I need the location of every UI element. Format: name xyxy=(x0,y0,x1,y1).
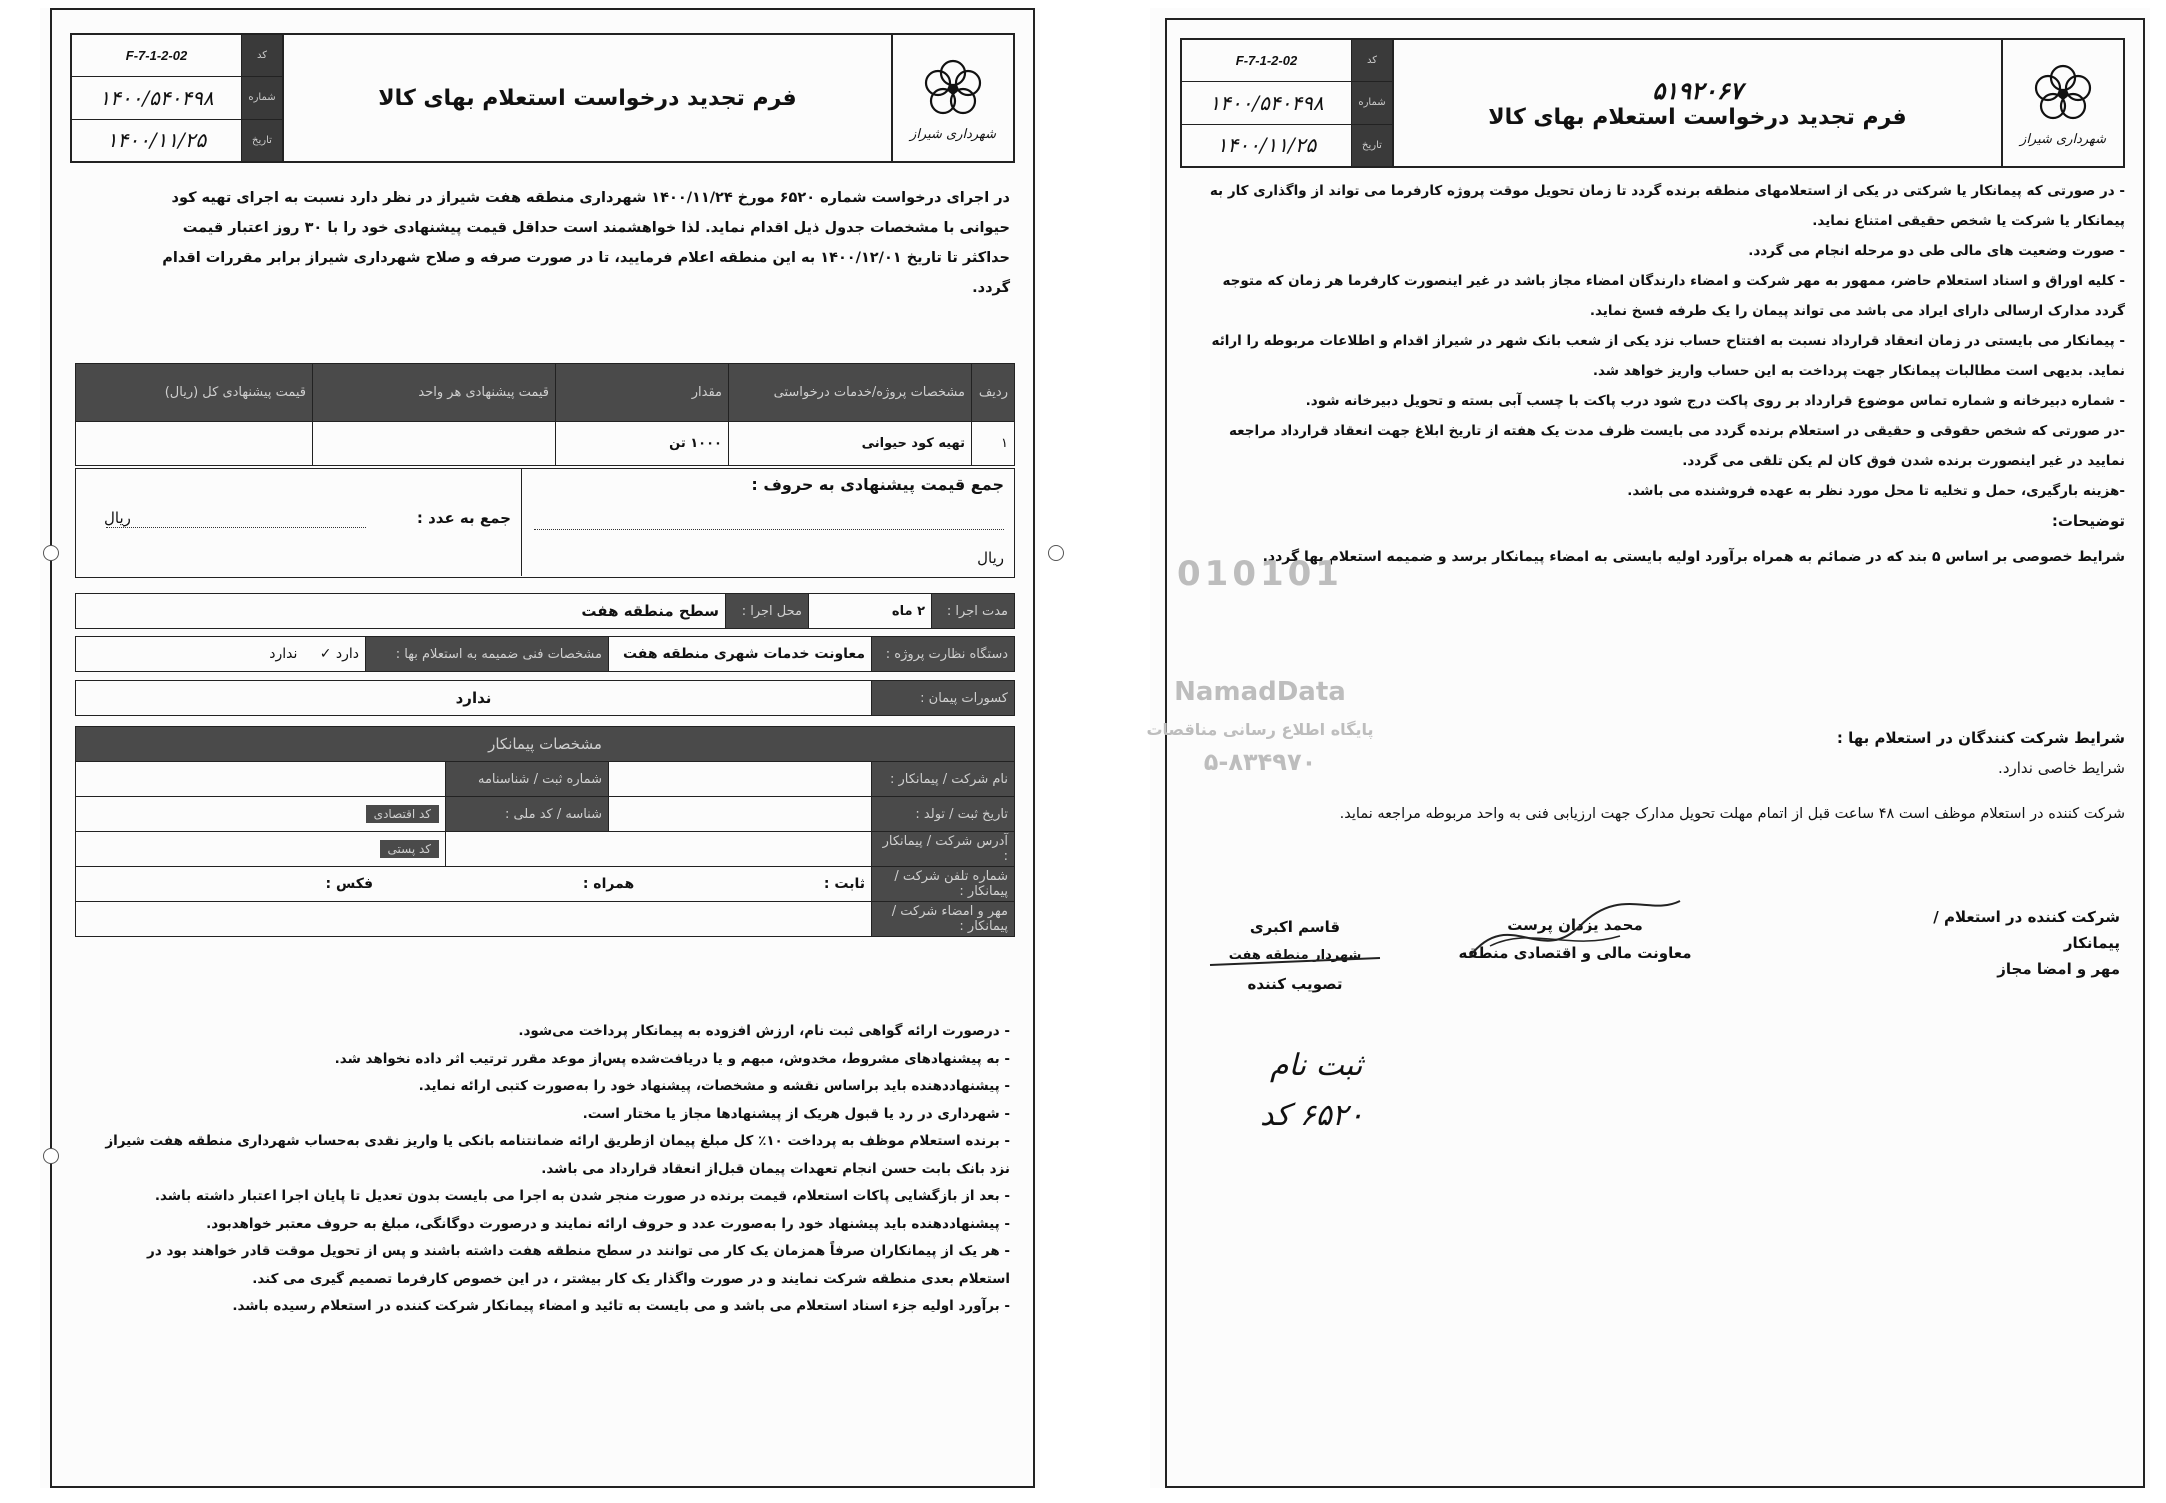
list-item: استعلام بعدی منطقه شرکت نمایند و در صورت واگذار یک کار بیشتر ، در این خصوص کارفرما تصمیم گیری می کند. xyxy=(252,1270,1010,1287)
col-header-index: ردیف xyxy=(972,364,1015,422)
form-date: ۱۴۰۰/۱۱/۲۵ xyxy=(106,128,207,153)
col-header-qty: مقدار xyxy=(556,364,729,422)
watermark-phone: ۵-۸۳۴۹۷۰ xyxy=(1203,748,1317,776)
form-header xyxy=(1180,38,2125,168)
deadline-text: شرکت کننده در استعلام موظف است ۴۸ ساعت قبل از اتمام مهلت تحویل مدارک جهت ارزیابی فنی به واحد مربوطه مراجعه نماید. xyxy=(1339,806,2125,822)
sum-number-box xyxy=(76,469,522,576)
date-label: تاریخ xyxy=(241,120,282,161)
explanations-text: شرایط خصوصی بر اساس ۵ بند که در ضمائم به همراه برآورد اولیه بایستی به امضاء پیمانکار برسد و ضمیمه استعلام بها گردد. xyxy=(1262,549,2125,565)
national-id-field[interactable] xyxy=(76,797,446,832)
list-item: - در صورتی که پیمانکار یا شرکتی در یکی از استعلامهای منطقه برنده گردد تا زمان تحویل موقت پروژه کارفرما می تواند از واگذاری کار به xyxy=(1209,183,2125,199)
national-id-label: شناسه / کد ملی : xyxy=(446,797,609,832)
row-unit-price[interactable] xyxy=(313,422,556,466)
list-item: - به پیشنهادهای مشروط، مخدوش، مبهم و یا دریافت‌شده پس‌از موعد مقرر ترتیب اثر داده نخواهد شد. xyxy=(334,1050,1010,1067)
participant-sig-line: مهر و امضا مجاز xyxy=(1997,960,2120,978)
project-details-table xyxy=(75,593,1015,629)
contractor-header: مشخصات پیمانکار xyxy=(76,727,1015,762)
list-item: نمایید در غیر اینصورت برنده شدن فوق کان لم یکن تلقی می گردد. xyxy=(1682,453,2125,469)
date-label: تاریخ xyxy=(1351,125,1392,166)
sum-number-field[interactable] xyxy=(106,509,366,528)
participant-signature xyxy=(1920,908,2120,978)
contractor-name-field[interactable] xyxy=(609,762,872,797)
form-meta xyxy=(72,35,284,161)
items-table xyxy=(75,363,1015,466)
fax-label: فکس : xyxy=(325,876,374,892)
col-header-total-price: قیمت پیشنهادی کل (ریال) xyxy=(76,364,313,422)
supervisor-table xyxy=(75,636,1015,672)
contractor-name-label: نام شرکت / پیمانکار : xyxy=(872,762,1015,797)
intro-line: حیوانی با مشخصات جدول ذیل اقدام نماید. لذا خواهشمند است حداقل قیمت پیشنهادی خود را با ۳۰ روز اعتبار قیمت xyxy=(182,220,1010,236)
mayor-title: شهردار منطقه هفت xyxy=(1228,948,1362,963)
col-header-unit-price: قیمت پیشنهادی هر واحد xyxy=(313,364,556,422)
number-label: شماره xyxy=(241,77,282,118)
row-item: تهیه کود حیوانی xyxy=(729,422,972,466)
sum-words-rial xyxy=(534,549,1004,567)
contractor-table xyxy=(75,726,1015,937)
signature-scribble-icon xyxy=(1450,896,1700,966)
duration-value: ۲ ماه xyxy=(809,594,932,629)
sum-words-label: جمع قیمت پیشنهادی به حروف : xyxy=(751,475,1004,494)
deductions-table xyxy=(75,680,1015,716)
has-not-option[interactable]: ندارد xyxy=(269,646,298,662)
reg-no-label: شماره ثبت / شناسنامه xyxy=(446,762,609,797)
list-item: - هر یک از پیمانکاران صرفاً همزمان یک کار می توانند در سطح منطقه هفت داشته باشند و پس از تحویل موقت قادر خواهند بود در xyxy=(147,1243,1010,1259)
mayor-name: قاسم اکبری xyxy=(1249,918,1341,936)
landline-label: ثابت : xyxy=(823,876,865,892)
conditions-text: شرایط خاصی ندارد. xyxy=(1998,759,2125,777)
handwritten-note: ثبت نام xyxy=(1270,1048,1363,1083)
address-field[interactable] xyxy=(446,832,872,867)
has-option[interactable]: دارد xyxy=(335,646,359,662)
postal-field[interactable] xyxy=(76,832,446,867)
row-total-price[interactable] xyxy=(76,422,313,466)
intro-line: گردد. xyxy=(972,280,1010,296)
phone-label: شماره تلفن شرکت / پیمانکار : xyxy=(872,867,1015,902)
reg-date-label: تاریخ ثبت / تولد : xyxy=(872,797,1015,832)
col-header-item: مشخصات پروژه/خدمات درخواستی xyxy=(729,364,972,422)
form-number: ۱۴۰۰/۵۴۰۴۹۸ xyxy=(99,85,214,110)
handwritten-number: ۵۱۹۲۰۶۷ xyxy=(1652,76,1743,105)
flower-logo-icon xyxy=(918,55,988,125)
list-item: - شهرداری در رد یا قبول هریک از پیشنهادها مجاز یا مختار است. xyxy=(582,1105,1010,1122)
participant-sig-line: شرکت کننده در استعلام / xyxy=(1933,908,2120,926)
deputy-signature xyxy=(1450,916,1700,962)
sum-words-field[interactable] xyxy=(534,509,1004,530)
number-label: شماره xyxy=(1351,82,1392,123)
sum-box xyxy=(75,468,1015,578)
list-item: - شماره دبیرخانه و شماره تماس موضوع قرارداد بر روی پاکت درج شود درب پاکت با چسب آبی بسته و تحویل دبیرخانه شود. xyxy=(1305,393,2125,409)
list-item: - صورت وضعیت های مالی طی دو مرحله انجام می گردد. xyxy=(1748,243,2125,259)
deductions-value: ندارد xyxy=(76,681,872,716)
watermark xyxy=(1130,554,1390,776)
reg-no-field[interactable] xyxy=(76,762,446,797)
list-item: - کلیه اوراق و اسناد استعلام حاضر، ممهور به مهر شرکت و امضاء دارندگان امضاء مجاز باشد در غیر اینصورت کارفرما هر زمان که متوجه xyxy=(1222,273,2125,289)
binder-hole xyxy=(43,545,59,561)
participant-sig-line: پیمانکار xyxy=(2063,934,2120,952)
intro-line: حداکثر تا تاریخ ۱۴۰۰/۱۲/۰۱ به این منطقه اعلام فرمایید، تا در صورت صرفه و صلاح شهرداری شیراز برابر مقررات اقدام xyxy=(162,250,1010,266)
econ-code-label: کد اقتصادی xyxy=(366,805,439,823)
seal-label: مهر و امضاء شرکت / پیمانکار : xyxy=(872,902,1015,937)
list-item: - درصورت ارائه گواهی ثبت نام، ارزش افزوده به پیمانکار پرداخت می‌شود. xyxy=(518,1023,1010,1039)
flower-logo-icon xyxy=(2028,60,2098,130)
list-item: - بعد از بازگشایی پاکات استعلام، قیمت برنده در صورت منجر شدن به اجرا می بایست بدون تعدیل تا پایان اجرا اعتبار داشته باشد. xyxy=(154,1188,1010,1204)
signature-scribble-icon xyxy=(1205,940,1385,980)
form-meta xyxy=(1182,40,1394,166)
watermark-line: پایگاه اطلاع رسانی مناقصات xyxy=(1146,720,1374,739)
city-logo xyxy=(2001,40,2123,166)
address-label: آدرس شرکت / پیمانکار : xyxy=(872,832,1015,867)
clauses-list xyxy=(1190,176,2125,572)
table-row xyxy=(76,422,1015,466)
location-value: سطح منطقه هفت xyxy=(76,594,726,629)
form-code: F-7-1-2-02 xyxy=(1235,53,1298,69)
city-logo-text: شهرداری شیراز xyxy=(2020,131,2106,147)
row-index: ۱ xyxy=(972,422,1015,466)
deputy-name: محمد یزدان پرست xyxy=(1507,916,1643,934)
watermark-brand: NamadData xyxy=(1174,677,1346,707)
form-title: فرم تجدید درخواست استعلام بهای کالا xyxy=(378,85,797,111)
row-qty: ۱۰۰۰ تن xyxy=(556,422,729,466)
city-logo xyxy=(891,35,1013,161)
list-item: پیمانکار یا شرکت یا شخص حقیقی امتناع نماید. xyxy=(1812,213,2125,229)
code-label: کد xyxy=(1351,40,1392,81)
phone-fields[interactable] xyxy=(76,867,872,902)
form-code: F-7-1-2-02 xyxy=(125,48,188,64)
conditions-label: شرایط شرکت کنندگان در استعلام بها : xyxy=(1836,729,2125,747)
duration-label: مدت اجرا : xyxy=(932,594,1015,629)
list-item: - برآورد اولیه جزء اسناد استعلام می باشد و می بایست به تائید و امضاء پیمانکار شرکت کننده در استعلام رسیده باشد. xyxy=(232,1298,1010,1314)
list-item: گردد مدارک ارسالی دارای ایراد می باشد می تواند پیمان را یک طرفه فسخ نماید. xyxy=(1589,303,2125,319)
code-label: کد xyxy=(241,35,282,76)
form-page-1 xyxy=(40,8,1040,1488)
form-title-text: فرم تجدید درخواست استعلام بهای کالا xyxy=(1488,105,1907,130)
supervisor-label: دستگاه نظارت پروژه : xyxy=(872,637,1015,672)
list-item: -هزینه بارگیری، حمل و تخلیه تا محل مورد نظر به عهده فروشنده می باشد. xyxy=(1627,483,2125,499)
list-item: - پیشنهاددهنده باید براساس نقشه و مشخصات، پیشنهاد خود را به‌صورت کتبی ارائه نماید. xyxy=(418,1078,1010,1094)
binder-hole xyxy=(43,1148,59,1164)
list-item: نماید. بدیهی است مطالبات پیمانکار جهت پرداخت به این حساب واریز خواهد شد. xyxy=(1592,363,2125,379)
city-logo-text: شهرداری شیراز xyxy=(910,126,996,142)
handwritten-note: ۶۵۲۰ کد xyxy=(1260,1098,1365,1133)
list-item: -در صورتی که شخص حقوقی و حقیقی در استعلام برنده گردد می بایست ظرف مدت یک هفته از تاریخ ابلاغ جهت انعقاد قرارداد مراجعه xyxy=(1228,423,2125,439)
explanations-label: توضیحات: xyxy=(2051,512,2125,530)
form-title xyxy=(1394,40,2001,166)
list-item: - برنده استعلام موظف به پرداخت ۱۰٪ کل مبلغ پیمان ازطریق ارائه ضمانتنامه بانکی یا واریز نقدی به‌حساب شهرداری منطقه هفت شیراز xyxy=(105,1133,1010,1149)
mayor-signature xyxy=(1205,918,1385,993)
deputy-title: معاونت مالی و اقتصادی منطقه xyxy=(1458,944,1692,962)
rial-label: ریال xyxy=(977,549,1004,567)
reg-date-field[interactable] xyxy=(609,797,872,832)
intro-paragraph xyxy=(80,183,1010,303)
watermark-digits: 010101 xyxy=(1177,554,1343,594)
location-label: محل اجرا : xyxy=(726,594,809,629)
tech-spec-options[interactable]: دارد ✓ ندارد xyxy=(76,637,366,672)
deductions-label: کسورات پیمان : xyxy=(872,681,1015,716)
list-item: - پیمانکار می بایستی در زمان انعقاد قرارداد نسبت به افتتاح حساب نزد یکی از شعب بانک شهر در شیراز اقدام و اطلاعات مربوطه را ارائه xyxy=(1211,333,2125,349)
mobile-label: همراه : xyxy=(582,876,635,892)
form-header xyxy=(70,33,1015,163)
list-item: - پیشنهاددهنده باید پیشنهاد خود را به‌صورت عدد و حروف ارائه نمایند و درصورت دوگانگی، مبلغ به حروف معتبر خواهدبود. xyxy=(206,1215,1010,1232)
approver-label: تصویب کننده xyxy=(1247,975,1343,993)
tech-spec-label: مشخصات فنی ضمیمه به استعلام بها : xyxy=(366,637,609,672)
binder-hole xyxy=(1048,545,1064,561)
rial-label: ریال xyxy=(104,509,131,527)
notes-list xyxy=(80,1018,1010,1321)
form-date: ۱۴۰۰/۱۱/۲۵ xyxy=(1216,133,1317,158)
intro-line: در اجرای درخواست شماره ۶۵۲۰ مورخ ۱۴۰۰/۱۱/۲۴ شهرداری منطقه هفت شیراز در نظر دارد نسبت به اجرای تهیه کود xyxy=(171,190,1010,206)
seal-field[interactable] xyxy=(76,902,872,937)
list-item: نزد بانک بابت حسن انجام تعهدات پیمان قبل‌از انعقاد قرارداد می باشد. xyxy=(541,1160,1010,1177)
form-number: ۱۴۰۰/۵۴۰۴۹۸ xyxy=(1209,90,1324,115)
supervisor-value: معاونت خدمات شهری منطقه هفت xyxy=(609,637,872,672)
postal-label: کد پستی xyxy=(380,840,440,858)
sum-number-label: جمع به عدد : xyxy=(416,509,511,527)
